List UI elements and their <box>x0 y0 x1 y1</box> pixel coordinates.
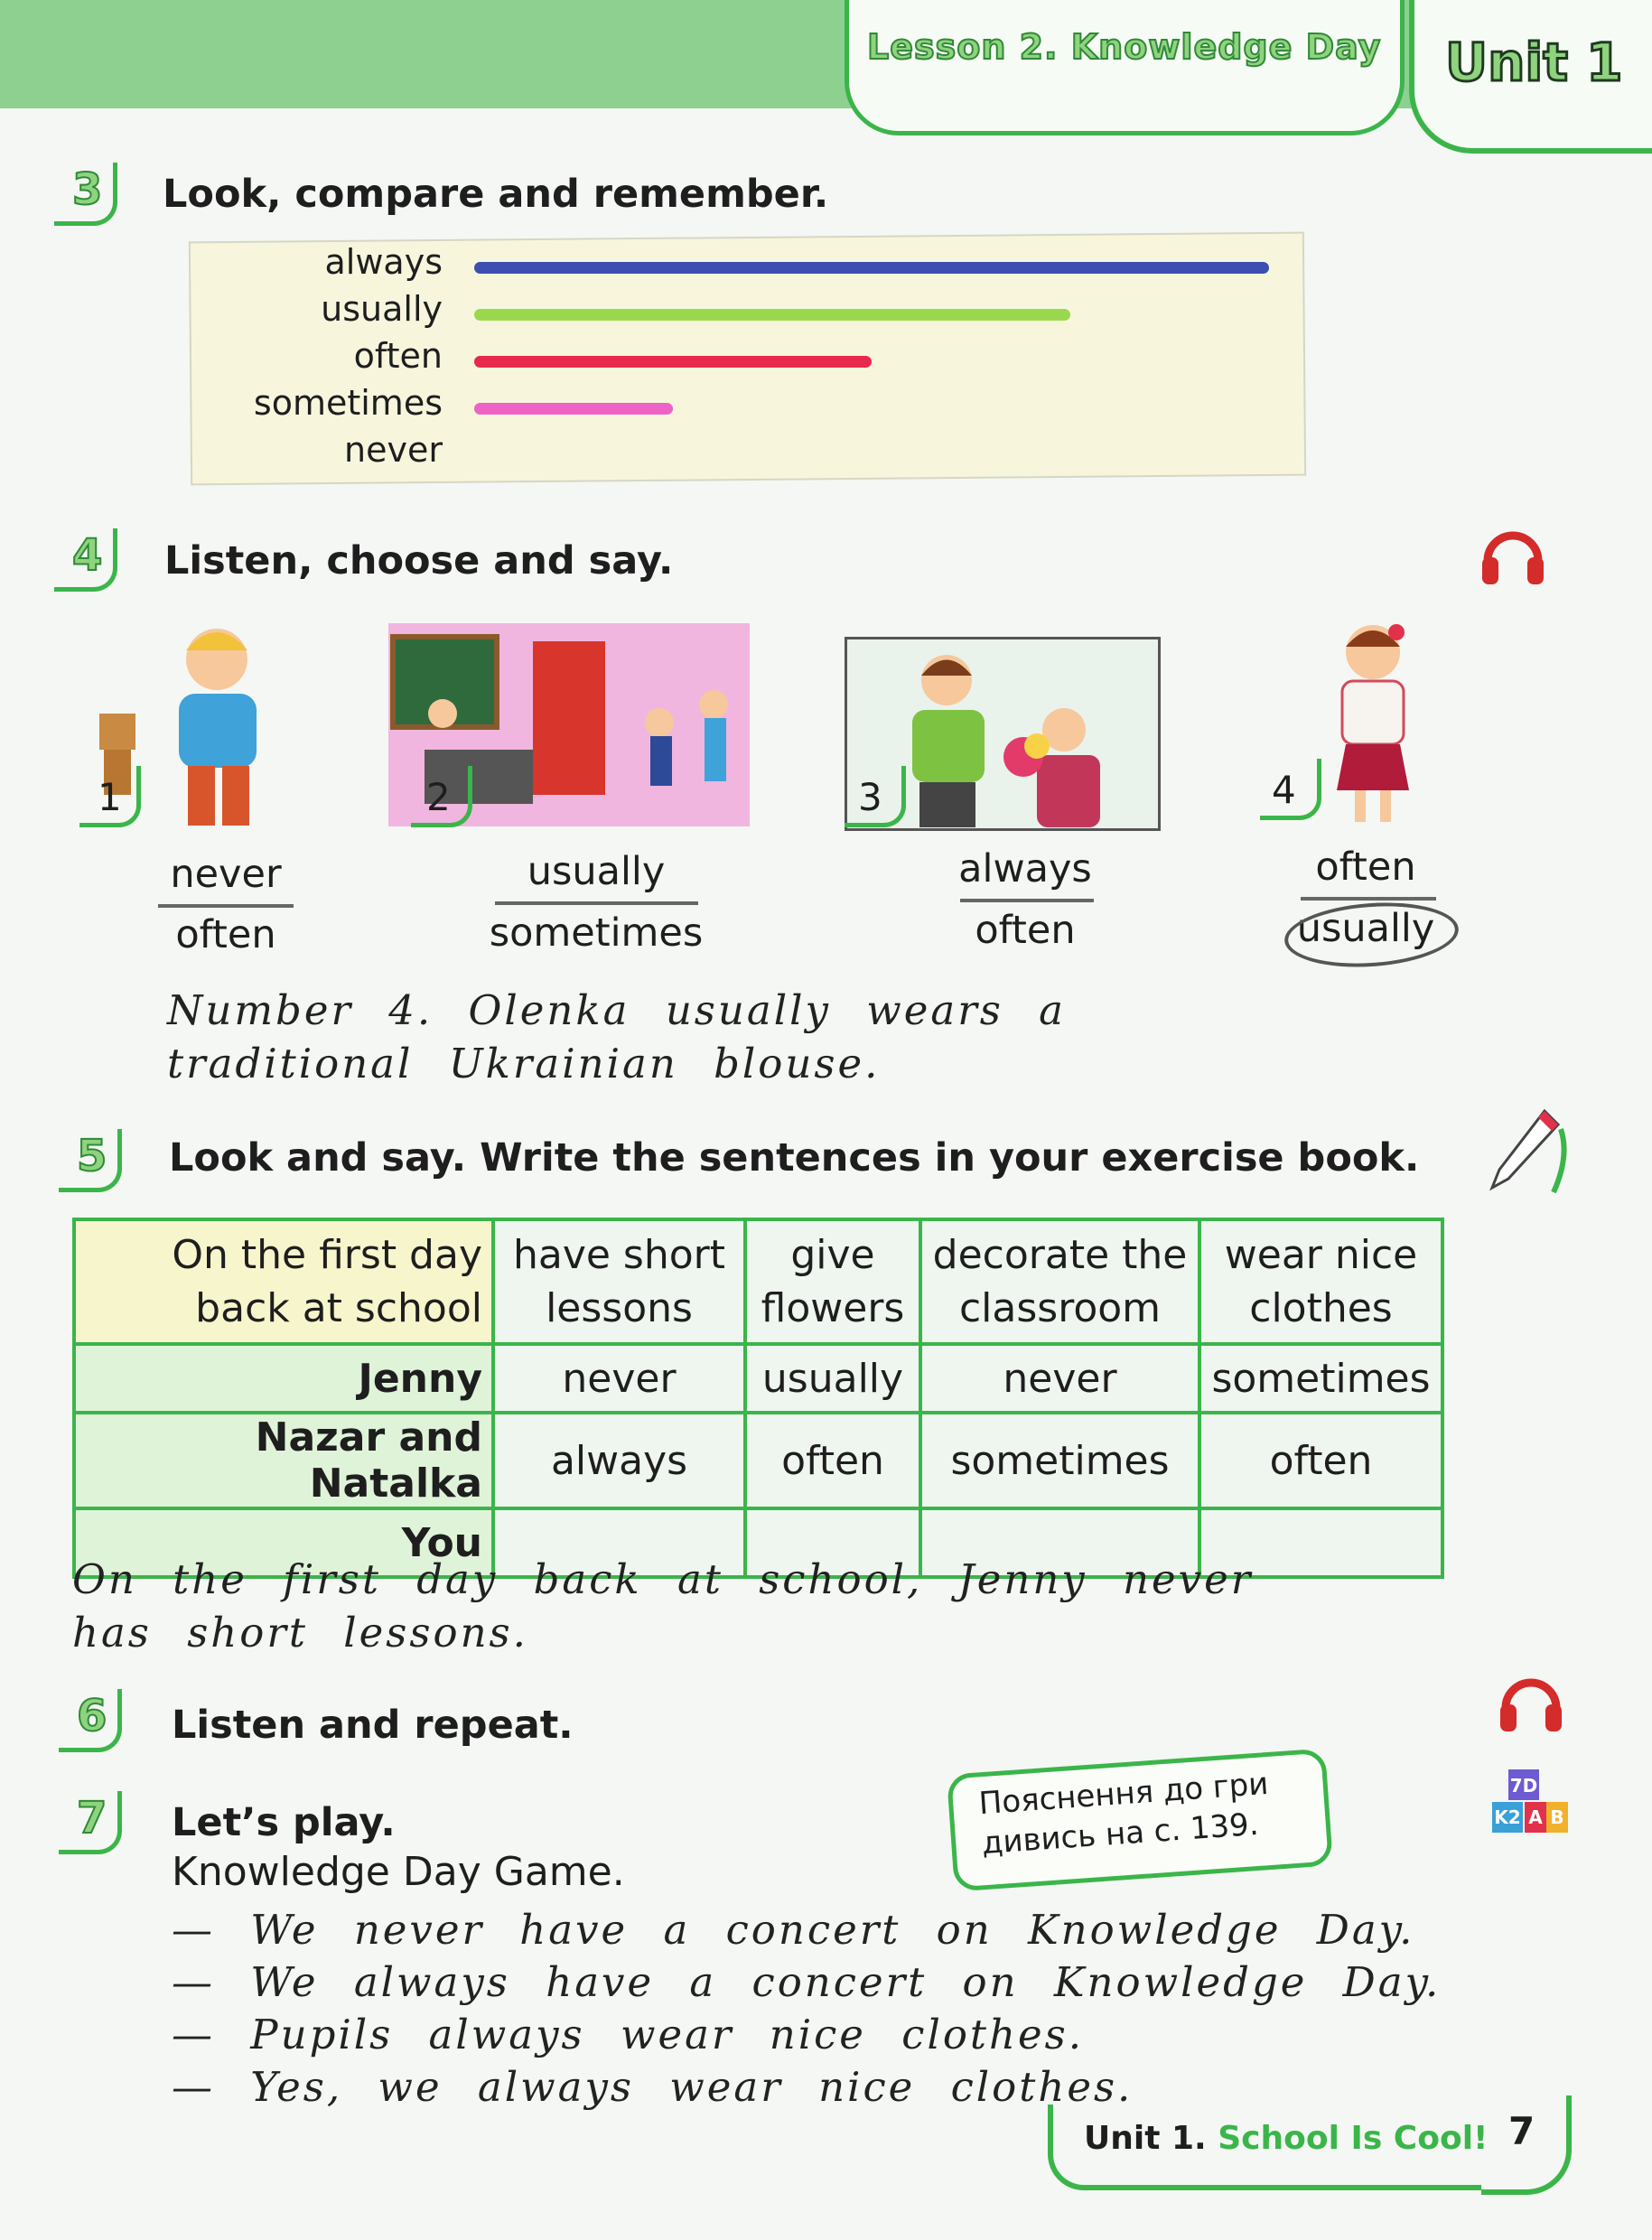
lesson-title: Lesson 2. Knowledge Day <box>867 27 1382 67</box>
table-row-header: Nazar and Natalka <box>74 1413 493 1508</box>
option-3-divider <box>960 899 1094 902</box>
page-number: 7 <box>1508 2109 1535 2153</box>
option-1-top: never <box>170 852 282 897</box>
block-label-a: A <box>1528 1806 1543 1828</box>
table-cell: never <box>493 1344 745 1413</box>
option-4-divider <box>1301 897 1436 901</box>
table-header-cell: wear nice clothes <box>1199 1219 1442 1344</box>
block-label-7d: 7D <box>1509 1775 1538 1797</box>
table-header-cell: give flowers <box>745 1219 920 1344</box>
letter-blocks-icon <box>1489 1766 1570 1847</box>
dialogue-line: — Yes, we always wear nice clothes. <box>172 2063 1134 2111</box>
dialogue-line: — Pupils always wear nice clothes. <box>172 2011 1085 2058</box>
table-cell: sometimes <box>1199 1344 1442 1413</box>
option-3-bottom: often <box>975 908 1076 953</box>
headphones-icon[interactable] <box>1495 1666 1567 1739</box>
exercise-7-title: Let’s play. <box>172 1800 396 1845</box>
table-header-row <box>74 1219 1442 1344</box>
exercise-5-example: On the first day back at school, Jenny never has short lessons. <box>72 1555 1254 1657</box>
picture-number-2: 2 <box>426 775 451 819</box>
table-corner-cell: On the first day back at school <box>74 1219 493 1344</box>
table-row <box>74 1413 1442 1508</box>
table-row-header: You <box>74 1508 493 1577</box>
block-label-k2: K2 <box>1494 1806 1521 1828</box>
block-label-b: B <box>1550 1806 1564 1828</box>
picture-number-3: 3 <box>858 775 882 819</box>
option-3-top: always <box>958 846 1092 891</box>
table-cell: often <box>745 1413 920 1508</box>
exercise-number-5: 5 <box>59 1129 122 1192</box>
exercise-number-7: 7 <box>59 1791 122 1854</box>
exercise-7-subtitle: Knowledge Day Game. <box>172 1849 625 1895</box>
dialogue-line: — We always have a concert on Knowledge Day. <box>172 1958 1442 2006</box>
table-row-header: Jenny <box>74 1344 493 1413</box>
footer-unit: Unit 1. <box>1084 2120 1207 2157</box>
exercise-number-4: 4 <box>54 528 117 592</box>
exercise-number-3: 3 <box>54 163 117 226</box>
exercise-4-example: Number 4. Olenka usually wears a traditional Ukrainian blouse. <box>167 986 1066 1087</box>
frequency-label: always <box>324 242 443 282</box>
option-2-top: usually <box>527 849 666 894</box>
frequency-bar <box>474 262 1269 274</box>
frequency-row <box>181 336 1301 383</box>
table-header-cell: have short lessons <box>493 1219 745 1344</box>
table-cell: always <box>493 1413 745 1508</box>
lesson-tab <box>845 0 1405 135</box>
frequency-row <box>181 430 1301 477</box>
table-header-cell: decorate the classroom <box>920 1219 1199 1344</box>
table-cell: usually <box>745 1344 920 1413</box>
option-2-divider <box>495 901 698 905</box>
option-1-bottom: often <box>175 912 276 957</box>
picture-number-1: 1 <box>98 775 122 819</box>
option-2-bottom: sometimes <box>489 910 704 956</box>
frequency-rows <box>181 242 1301 477</box>
footer-unit-label <box>1084 2120 1488 2157</box>
frequency-row <box>181 383 1301 430</box>
note-text: Пояснення до гри дивись на с. 139. <box>977 1765 1270 1862</box>
headphones-icon[interactable] <box>1477 519 1549 592</box>
dialogue-line: — We never have a concert on Knowledge Day. <box>172 1906 1415 1954</box>
frequency-bar <box>474 356 872 368</box>
exercise-4-title: Listen, choose and say. <box>164 538 674 583</box>
frequency-table <box>72 1218 1444 1579</box>
exercise-3-title: Look, compare and remember. <box>163 172 829 217</box>
option-4-bottom: usually <box>1296 906 1435 951</box>
exercise-5-title: Look and say. Write the sentences in your exercise book. <box>169 1135 1420 1181</box>
table-cell: sometimes <box>920 1413 1199 1508</box>
table-cell: often <box>1199 1413 1442 1508</box>
picture-girl-in-blouse <box>1310 614 1436 831</box>
pencil-icon <box>1481 1102 1567 1201</box>
exercise-number-6: 6 <box>59 1689 122 1752</box>
exercise-6-title: Listen and repeat. <box>172 1703 574 1748</box>
picture-number-4: 4 <box>1272 768 1296 812</box>
option-1-divider <box>158 904 294 908</box>
footer-unit-name: School Is Cool! <box>1218 2120 1489 2157</box>
frequency-label: often <box>353 336 443 376</box>
frequency-row <box>181 242 1301 289</box>
frequency-label: usually <box>321 289 443 329</box>
frequency-bar <box>474 403 673 415</box>
unit-title: Unit 1 <box>1445 32 1623 93</box>
frequency-row <box>181 289 1301 336</box>
table-cell: never <box>920 1344 1199 1413</box>
option-4-top: often <box>1315 845 1416 890</box>
frequency-label: never <box>344 430 443 470</box>
frequency-label: sometimes <box>253 383 443 423</box>
table-row <box>74 1344 1442 1413</box>
frequency-bar <box>474 309 1070 321</box>
